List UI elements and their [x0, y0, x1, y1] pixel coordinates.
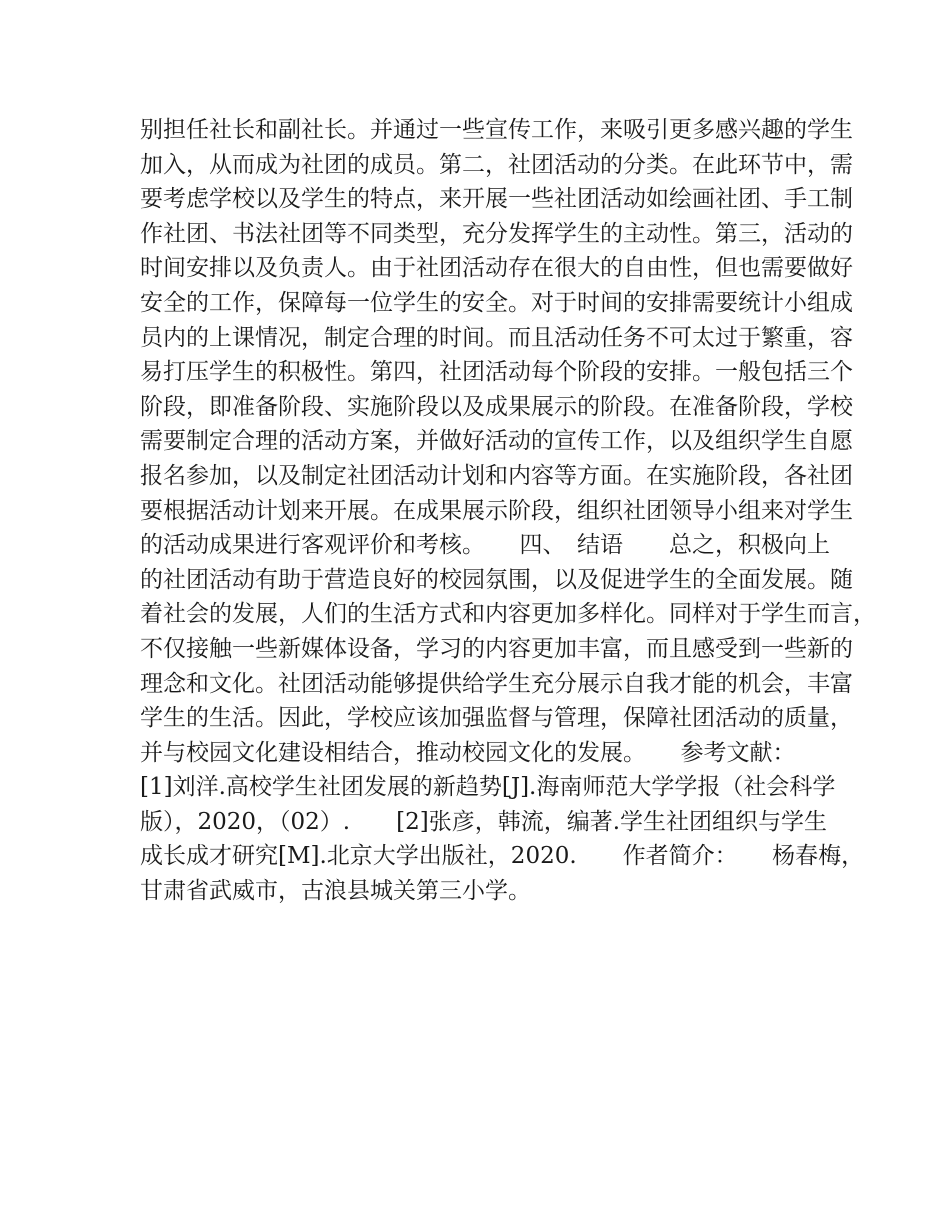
text-line: 员内的上课情况，制定合理的时间。而且活动任务不可太过于繁重，容 [140, 324, 853, 351]
references-heading-line: 并与校园文化建设相结合，推动校园文化的发展。 参考文献： [140, 739, 796, 766]
text-line: 安全的工作，保障每一位学生的安全。对于时间的安排需要统计小组成 [140, 289, 853, 316]
text-line: 着社会的发展，人们的生活方式和内容更加多样化。同样对于学生而言， [140, 601, 876, 628]
text-line: 报名参加，以及制定社团活动计划和内容等方面。在实施阶段，各社团 [140, 462, 853, 489]
text-line: 作社团、书法社团等不同类型，充分发挥学生的主动性。第三，活动的 [140, 220, 853, 247]
text-line: 需要制定合理的活动方案，并做好活动的宣传工作，以及组织学生自愿 [140, 428, 853, 455]
text-line: 理念和文化。社团活动能够提供给学生充分展示自我才能的机会，丰富 [140, 670, 853, 697]
author-bio-line: 甘肃省武威市，古浪县城关第三小学。 [140, 878, 531, 905]
text-line: 的社团活动有助于营造良好的校园氛围，以及促进学生的全面发展。随 [140, 566, 853, 593]
body-text [140, 113, 876, 909]
text-line: 不仅接触一些新媒体设备，学习的内容更加丰富，而且感受到一些新的 [140, 635, 853, 662]
text-line: 学生的生活。因此，学校应该加强监督与管理，保障社团活动的质量， [140, 705, 853, 732]
text-line: 要考虑学校以及学生的特点，来开展一些社团活动如绘画社团、手工制 [140, 186, 853, 213]
text-line: 要根据活动计划来开展。在成果展示阶段，组织社团领导小组来对学生 [140, 497, 853, 524]
author-bio-line: 成长成才研究[M].北京大学出版社，2020. 作者简介： 杨春梅， [140, 843, 865, 870]
reference-line: [1]刘洋.高校学生社团发展的新趋势[J].海南师范大学学报（社会科学 [140, 774, 836, 801]
text-line: 阶段，即准备阶段、实施阶段以及成果展示的阶段。在准备阶段，学校 [140, 393, 853, 420]
reference-line: 版），2020，（02）. [2]张彦，韩流，编著.学生社团组织与学生 [140, 808, 828, 835]
text-line: 易打压学生的积极性。第四，社团活动每个阶段的安排。一般包括三个 [140, 359, 853, 386]
section-heading-line: 的活动成果进行客观评价和考核。 四、 结语 总之，积极向上 [140, 532, 830, 559]
text-line: 时间安排以及负责人。由于社团活动存在很大的自由性，但也需要做好 [140, 255, 853, 282]
text-line: 别担任社长和副社长。并通过一些宣传工作，来吸引更多感兴趣的学生 [140, 117, 853, 143]
text-line: 加入，从而成为社团的成员。第二，社团活动的分类。在此环节中，需 [140, 151, 853, 178]
